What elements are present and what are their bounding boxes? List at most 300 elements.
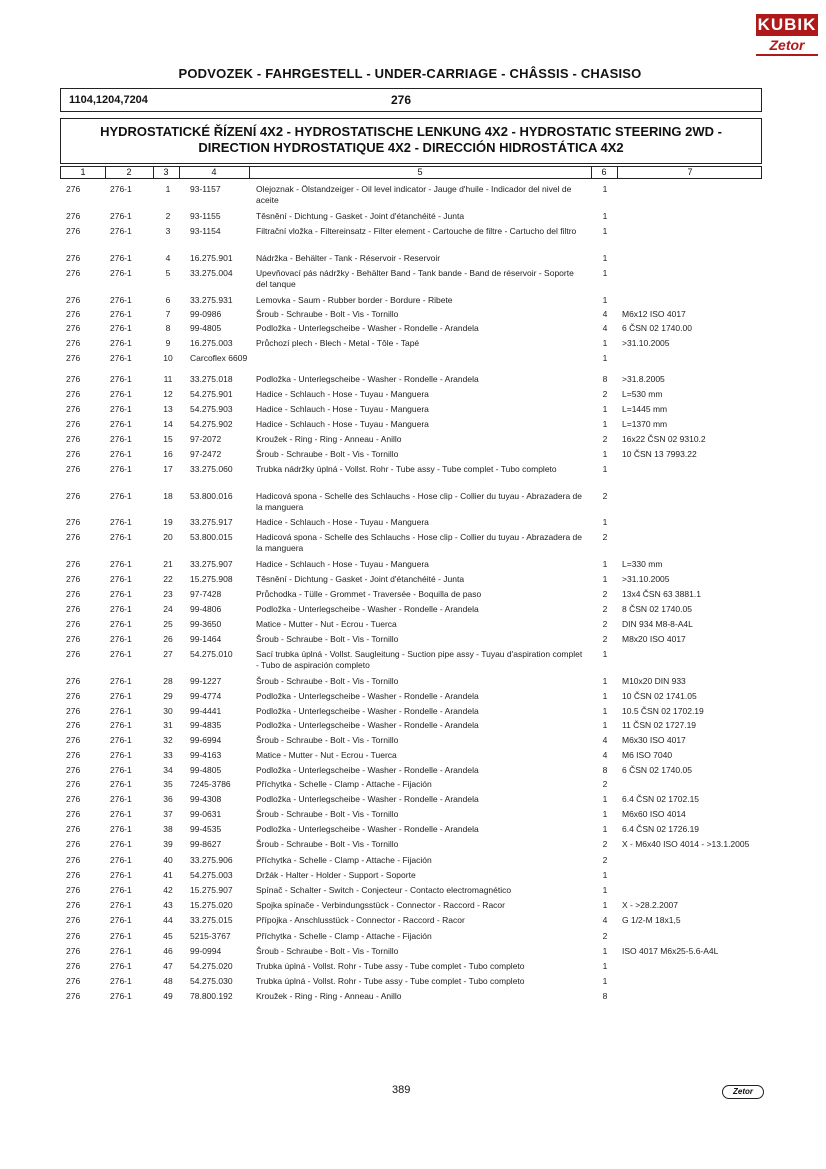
subgroup-cell: 276-1 <box>110 374 132 384</box>
group-cell: 276 <box>66 839 81 849</box>
part-number-cell: 16.275.003 <box>190 338 233 348</box>
group-cell: 276 <box>66 589 81 599</box>
subgroup-cell: 276-1 <box>110 253 132 263</box>
subgroup-cell: 276-1 <box>110 434 132 444</box>
remark-cell: M6x60 ISO 4014 <box>622 809 686 819</box>
quantity-cell: 1 <box>602 794 608 804</box>
subgroup-cell: 276-1 <box>110 604 132 614</box>
description-cell: Hadicová spona - Schelle des Schlauchs - Hose clip - Collier du tuyau - Abrazadera de la manguera <box>256 532 583 553</box>
group-cell: 276 <box>66 691 81 701</box>
remark-cell: 6 ČSN 02 1740.05 <box>622 765 692 775</box>
description-cell: Šroub - Schraube - Bolt - Vis - Tornillo <box>256 676 399 686</box>
part-number-cell: 15.275.020 <box>190 900 233 910</box>
group-cell: 276 <box>66 389 81 399</box>
position-cell: 16 <box>163 449 173 459</box>
col-header-3: 3 <box>163 167 169 177</box>
quantity-cell: 1 <box>602 404 608 414</box>
quantity-cell: 4 <box>602 915 608 925</box>
position-cell: 32 <box>163 735 173 745</box>
subgroup-cell: 276-1 <box>110 946 132 956</box>
group-cell: 276 <box>66 720 81 730</box>
position-cell: 20 <box>163 532 173 542</box>
subgroup-cell: 276-1 <box>110 589 132 599</box>
remark-cell: M10x20 DIN 933 <box>622 676 686 686</box>
description-cell: Kroužek - Ring - Ring - Anneau - Anillo <box>256 991 402 1001</box>
subgroup-cell: 276-1 <box>110 961 132 971</box>
subgroup-cell: 276-1 <box>110 976 132 986</box>
description-cell: Hadicová spona - Schelle des Schlauchs - Hose clip - Collier du tuyau - Abrazadera de la manguera <box>256 491 583 512</box>
description-cell: Šroub - Schraube - Bolt - Vis - Tornillo <box>256 449 399 459</box>
group-cell: 276 <box>66 338 81 348</box>
group-cell: 276 <box>66 532 81 542</box>
quantity-cell: 2 <box>602 532 608 542</box>
col-header-6: 6 <box>601 167 607 177</box>
position-cell: 39 <box>163 839 173 849</box>
remark-cell: M8x20 ISO 4017 <box>622 634 686 644</box>
quantity-cell: 8 <box>602 765 608 775</box>
subgroup-cell: 276-1 <box>110 634 132 644</box>
description-cell: Příchytka - Schelle - Clamp - Attache - Fijación <box>256 779 432 789</box>
group-cell: 276 <box>66 915 81 925</box>
subgroup-cell: 276-1 <box>110 309 132 319</box>
description-cell: Podložka - Unterlegscheibe - Washer - Rondelle - Arandela <box>256 720 479 730</box>
description-cell: Šroub - Schraube - Bolt - Vis - Tornillo <box>256 839 399 849</box>
kubik-zetor-logo <box>756 14 818 62</box>
group-cell: 276 <box>66 870 81 880</box>
subgroup-cell: 276-1 <box>110 268 132 278</box>
description-cell: Šroub - Schraube - Bolt - Vis - Tornillo <box>256 735 399 745</box>
quantity-cell: 2 <box>602 604 608 614</box>
remark-cell: 6.4 ČSN 02 1702.15 <box>622 794 700 804</box>
group-cell: 276 <box>66 374 81 384</box>
col-header-5: 5 <box>417 167 423 177</box>
description-cell: Podložka - Unterlegscheibe - Washer - Rondelle - Arandela <box>256 794 479 804</box>
quantity-cell: 1 <box>602 720 608 730</box>
group-cell: 276 <box>66 295 81 305</box>
group-cell: 276 <box>66 765 81 775</box>
quantity-cell: 1 <box>602 559 608 569</box>
subgroup-cell: 276-1 <box>110 779 132 789</box>
part-number-cell: 33.275.015 <box>190 915 233 925</box>
part-number-cell: 99-4835 <box>190 720 222 730</box>
position-cell: 36 <box>163 794 173 804</box>
remark-cell: M6 ISO 7040 <box>622 750 673 760</box>
quantity-cell: 1 <box>602 824 608 834</box>
position-cell: 45 <box>163 931 173 941</box>
quantity-cell: 4 <box>602 323 608 333</box>
page-number: 389 <box>392 1084 411 1096</box>
remark-cell: 11 ČSN 02 1727.19 <box>622 720 697 730</box>
subgroup-cell: 276-1 <box>110 885 132 895</box>
position-cell: 15 <box>163 434 173 444</box>
subgroup-cell: 276-1 <box>110 750 132 760</box>
subgroup-cell: 276-1 <box>110 419 132 429</box>
quantity-cell: 1 <box>602 353 608 363</box>
description-cell: Podložka - Unterlegscheibe - Washer - Rondelle - Arandela <box>256 824 479 834</box>
quantity-cell: 1 <box>602 885 608 895</box>
part-number-cell: 53.800.016 <box>190 491 233 501</box>
part-number-cell: 33.275.907 <box>190 559 233 569</box>
position-cell: 27 <box>163 649 173 659</box>
subgroup-cell: 276-1 <box>110 226 132 236</box>
subgroup-cell: 276-1 <box>110 765 132 775</box>
group-cell: 276 <box>66 184 81 194</box>
quantity-cell: 1 <box>602 464 608 474</box>
group-cell: 276 <box>66 449 81 459</box>
quantity-cell: 4 <box>602 735 608 745</box>
quantity-cell: 2 <box>602 389 608 399</box>
part-number-cell: 54.275.030 <box>190 976 233 986</box>
description-cell: Sací trubka úplná - Vollst. Saugleitung - Suction pipe assy - Tuyau d'aspiration complet - Tubo de aspiración completo <box>256 649 583 670</box>
part-number-cell: 99-4774 <box>190 691 222 701</box>
quantity-cell: 1 <box>602 517 608 527</box>
subgroup-cell: 276-1 <box>110 649 132 659</box>
part-number-cell: 33.275.060 <box>190 464 233 474</box>
subgroup-cell: 276-1 <box>110 353 132 363</box>
description-cell: Šroub - Schraube - Bolt - Vis - Tornillo <box>256 946 399 956</box>
position-cell: 13 <box>163 404 173 414</box>
remark-cell: L=1445 mm <box>622 404 668 414</box>
subgroup-cell: 276-1 <box>110 517 132 527</box>
description-cell: Šroub - Schraube - Bolt - Vis - Tornillo <box>256 809 399 819</box>
subgroup-cell: 276-1 <box>110 676 132 686</box>
group-cell: 276 <box>66 211 81 221</box>
subgroup-cell: 276-1 <box>110 900 132 910</box>
description-cell: Trubka úplná - Vollst. Rohr - Tube assy - Tube complet - Tubo completo <box>256 961 525 971</box>
logo-zetor-text: Zetor <box>756 36 818 56</box>
subgroup-cell: 276-1 <box>110 211 132 221</box>
group-cell: 276 <box>66 559 81 569</box>
quantity-cell: 2 <box>602 491 608 501</box>
remark-cell: 10 ČSN 13 7993.22 <box>622 449 697 459</box>
group-cell: 276 <box>66 946 81 956</box>
group-cell: 276 <box>66 676 81 686</box>
section-title-box <box>60 118 762 164</box>
group-cell: 276 <box>66 931 81 941</box>
part-number-cell: 15.275.908 <box>190 574 233 584</box>
part-number-cell: 99-1227 <box>190 676 222 686</box>
position-cell: 4 <box>165 253 171 263</box>
quantity-cell: 2 <box>602 839 608 849</box>
quantity-cell: 1 <box>602 574 608 584</box>
description-cell: Šroub - Schraube - Bolt - Vis - Tornillo <box>256 634 399 644</box>
remark-cell: 10 ČSN 02 1741.05 <box>622 691 697 701</box>
description-cell: Lemovka - Saum - Rubber border - Bordure - Ribete <box>256 295 453 305</box>
subgroup-cell: 276-1 <box>110 735 132 745</box>
section-title-line1: HYDROSTATICKÉ ŘÍZENÍ 4X2 - HYDROSTATISCHE LENKUNG 4X2 - HYDROSTATIC STEERING 2WD - <box>100 124 722 139</box>
remark-cell: 8 ČSN 02 1740.05 <box>622 604 692 614</box>
position-cell: 25 <box>163 619 173 629</box>
position-cell: 42 <box>163 885 173 895</box>
remark-cell: ISO 4017 M6x25-5.6-A4L <box>622 946 719 956</box>
quantity-cell: 1 <box>602 226 608 236</box>
subgroup-cell: 276-1 <box>110 720 132 730</box>
group-cell: 276 <box>66 268 81 278</box>
description-cell: Hadice - Schlauch - Hose - Tuyau - Manguera <box>256 517 429 527</box>
subgroup-cell: 276-1 <box>110 449 132 459</box>
part-number-cell: 99-4806 <box>190 604 222 614</box>
description-cell: Podložka - Unterlegscheibe - Washer - Rondelle - Arandela <box>256 604 479 614</box>
group-cell: 276 <box>66 900 81 910</box>
position-cell: 7 <box>165 309 171 319</box>
part-number-cell: 16.275.901 <box>190 253 233 263</box>
group-cell: 276 <box>66 976 81 986</box>
group-cell: 276 <box>66 809 81 819</box>
position-cell: 35 <box>163 779 173 789</box>
position-cell: 9 <box>165 338 171 348</box>
quantity-cell: 1 <box>602 870 608 880</box>
subgroup-cell: 276-1 <box>110 619 132 629</box>
part-number-cell: 99-3650 <box>190 619 222 629</box>
quantity-cell: 2 <box>602 619 608 629</box>
part-number-cell: 33.275.906 <box>190 855 233 865</box>
part-number-cell: 33.275.917 <box>190 517 233 527</box>
position-cell: 3 <box>165 226 171 236</box>
position-cell: 46 <box>163 946 173 956</box>
position-cell: 6 <box>165 295 171 305</box>
model-header-box <box>60 88 762 112</box>
quantity-cell: 1 <box>602 419 608 429</box>
position-cell: 21 <box>163 559 173 569</box>
group-cell: 276 <box>66 750 81 760</box>
quantity-cell: 1 <box>602 961 608 971</box>
quantity-cell: 1 <box>602 676 608 686</box>
group-cell: 276 <box>66 309 81 319</box>
position-cell: 12 <box>163 389 173 399</box>
description-cell: Průchozí plech - Blech - Metal - Tôle - Tapé <box>256 338 420 348</box>
quantity-cell: 8 <box>602 991 608 1001</box>
position-cell: 26 <box>163 634 173 644</box>
quantity-cell: 1 <box>602 253 608 263</box>
part-number-cell: 99-0986 <box>190 309 222 319</box>
description-cell: Matice - Mutter - Nut - Ecrou - Tuerca <box>256 750 397 760</box>
group-cell: 276 <box>66 574 81 584</box>
description-cell: Hadice - Schlauch - Hose - Tuyau - Manguera <box>256 419 429 429</box>
part-number-cell: 97-2472 <box>190 449 222 459</box>
part-number-cell: 99-1464 <box>190 634 222 644</box>
group-cell: 276 <box>66 855 81 865</box>
description-cell: Matice - Mutter - Nut - Ecrou - Tuerca <box>256 619 397 629</box>
group-cell: 276 <box>66 226 81 236</box>
quantity-cell: 1 <box>602 449 608 459</box>
part-number-cell: 33.275.004 <box>190 268 233 278</box>
part-number-cell: 53.800.015 <box>190 532 233 542</box>
group-cell: 276 <box>66 991 81 1001</box>
position-cell: 33 <box>163 750 173 760</box>
subgroup-cell: 276-1 <box>110 824 132 834</box>
subgroup-cell: 276-1 <box>110 794 132 804</box>
subgroup-cell: 276-1 <box>110 491 132 501</box>
subgroup-cell: 276-1 <box>110 574 132 584</box>
quantity-cell: 2 <box>602 589 608 599</box>
position-cell: 28 <box>163 676 173 686</box>
part-number-cell: 33.275.931 <box>190 295 233 305</box>
description-cell: Podložka - Unterlegscheibe - Washer - Rondelle - Arandela <box>256 765 479 775</box>
part-number-cell: 54.275.003 <box>190 870 233 880</box>
position-cell: 11 <box>163 374 173 384</box>
col-header-7: 7 <box>687 167 693 177</box>
quantity-cell: 1 <box>602 649 608 659</box>
description-cell: Nádržka - Behälter - Tank - Réservoir - Reservoir <box>256 253 441 263</box>
part-number-cell: 99-0631 <box>190 809 222 819</box>
group-cell: 276 <box>66 419 81 429</box>
remark-cell: M6x30 ISO 4017 <box>622 735 686 745</box>
description-cell: Těsnění - Dichtung - Gasket - Joint d'étanchéité - Junta <box>256 574 465 584</box>
description-cell: Hadice - Schlauch - Hose - Tuyau - Manguera <box>256 559 429 569</box>
part-number-cell: 33.275.018 <box>190 374 233 384</box>
part-number-cell: 99-4308 <box>190 794 222 804</box>
part-number-cell: 99-4163 <box>190 750 222 760</box>
group-cell: 276 <box>66 253 81 263</box>
part-number-cell: 99-8627 <box>190 839 222 849</box>
subgroup-cell: 276-1 <box>110 991 132 1001</box>
subgroup-cell: 276-1 <box>110 706 132 716</box>
quantity-cell: 2 <box>602 931 608 941</box>
group-cell: 276 <box>66 794 81 804</box>
subgroup-cell: 276-1 <box>110 809 132 819</box>
column-header <box>60 166 762 179</box>
subgroup-cell: 276-1 <box>110 184 132 194</box>
group-cell: 276 <box>66 649 81 659</box>
position-cell: 43 <box>163 900 173 910</box>
col-header-2: 2 <box>126 167 132 177</box>
position-cell: 48 <box>163 976 173 986</box>
group-number: 276 <box>391 93 412 107</box>
group-cell: 276 <box>66 434 81 444</box>
position-cell: 5 <box>165 268 171 278</box>
description-cell: Trubka úplná - Vollst. Rohr - Tube assy - Tube complet - Tubo completo <box>256 976 525 986</box>
subgroup-cell: 276-1 <box>110 839 132 849</box>
part-number-cell: Carcoflex 6609 <box>190 353 248 363</box>
subgroup-cell: 276-1 <box>110 323 132 333</box>
group-cell: 276 <box>66 634 81 644</box>
description-cell: Podložka - Unterlegscheibe - Washer - Rondelle - Arandela <box>256 374 479 384</box>
description-cell: Podložka - Unterlegscheibe - Washer - Rondelle - Arandela <box>256 323 479 333</box>
quantity-cell: 1 <box>602 706 608 716</box>
description-cell: Těsnění - Dichtung - Gasket - Joint d'étanchéité - Junta <box>256 211 465 221</box>
position-cell: 41 <box>163 870 173 880</box>
position-cell: 18 <box>163 491 173 501</box>
page-title: PODVOZEK - FAHRGESTELL - UNDER-CARRIAGE - CHÂSSIS - CHASISO <box>178 66 642 81</box>
part-number-cell: 7245-3786 <box>190 779 231 789</box>
description-cell: Příchytka - Schelle - Clamp - Attache - Fijación <box>256 931 432 941</box>
remark-cell: 10.5 ČSN 02 1702.19 <box>622 706 704 716</box>
position-cell: 38 <box>163 824 173 834</box>
group-cell: 276 <box>66 706 81 716</box>
position-cell: 17 <box>163 464 173 474</box>
quantity-cell: 1 <box>602 268 608 278</box>
position-cell: 10 <box>163 353 173 363</box>
quantity-cell: 1 <box>602 338 608 348</box>
position-cell: 24 <box>163 604 173 614</box>
part-number-cell: 15.275.907 <box>190 885 233 895</box>
description-cell: Upevňovací pás nádržky - Behälter Band - Tank bande - Band de réservoir - Soporte del tanque <box>256 268 574 289</box>
description-cell: Podložka - Unterlegscheibe - Washer - Rondelle - Arandela <box>256 706 479 716</box>
position-cell: 40 <box>163 855 173 865</box>
part-number-cell: 5215-3767 <box>190 931 231 941</box>
col-header-1: 1 <box>80 167 86 177</box>
quantity-cell: 4 <box>602 750 608 760</box>
part-number-cell: 54.275.020 <box>190 961 233 971</box>
remark-cell: X - >28.2.2007 <box>622 900 679 910</box>
subgroup-cell: 276-1 <box>110 389 132 399</box>
quantity-cell: 2 <box>602 434 608 444</box>
part-number-cell: 99-4441 <box>190 706 222 716</box>
subgroup-cell: 276-1 <box>110 404 132 414</box>
remark-cell: >31.10.2005 <box>622 574 670 584</box>
quantity-cell: 1 <box>602 809 608 819</box>
remark-cell: 13x4 ČSN 63 3881.1 <box>622 589 701 599</box>
description-cell: Šroub - Schraube - Bolt - Vis - Tornillo <box>256 309 399 319</box>
description-cell: Hadice - Schlauch - Hose - Tuyau - Manguera <box>256 389 429 399</box>
quantity-cell: 1 <box>602 900 608 910</box>
description-cell: Spojka spínače - Verbindungsstück - Connector - Raccord - Racor <box>256 900 505 910</box>
position-cell: 47 <box>163 961 173 971</box>
remark-cell: 6.4 ČSN 02 1726.19 <box>622 824 700 834</box>
description-cell: Kroužek - Ring - Ring - Anneau - Anillo <box>256 434 402 444</box>
remark-cell: >31.8.2005 <box>622 374 665 384</box>
description-cell: Držák - Halter - Holder - Support - Soporte <box>256 870 416 880</box>
group-cell: 276 <box>66 619 81 629</box>
quantity-cell: 1 <box>602 976 608 986</box>
subgroup-cell: 276-1 <box>110 295 132 305</box>
quantity-cell: 1 <box>602 946 608 956</box>
part-number-cell: 99-4805 <box>190 323 222 333</box>
subgroup-cell: 276-1 <box>110 931 132 941</box>
remark-cell: G 1/2-M 18x1,5 <box>622 915 681 925</box>
description-cell: Hadice - Schlauch - Hose - Tuyau - Manguera <box>256 404 429 414</box>
position-cell: 23 <box>163 589 173 599</box>
quantity-cell: 2 <box>602 855 608 865</box>
position-cell: 22 <box>163 574 173 584</box>
group-cell: 276 <box>66 491 81 501</box>
description-cell: Spínač - Schalter - Switch - Conjecteur - Contacto electromagnético <box>256 885 512 895</box>
part-number-cell: 93-1155 <box>190 211 221 221</box>
subgroup-cell: 276-1 <box>110 691 132 701</box>
logo-kubik-text: KUBIK <box>757 15 817 34</box>
part-number-cell: 54.275.903 <box>190 404 233 414</box>
part-number-cell: 97-2072 <box>190 434 222 444</box>
part-number-cell: 54.275.901 <box>190 389 233 399</box>
remark-cell: DIN 934 M8-8-A4L <box>622 619 693 629</box>
quantity-cell: 2 <box>602 634 608 644</box>
model-numbers: 1104,1204,7204 <box>69 94 148 106</box>
position-cell: 2 <box>165 211 171 221</box>
part-number-cell: 78.800.192 <box>190 991 233 1001</box>
col-header-4: 4 <box>211 167 217 177</box>
subgroup-cell: 276-1 <box>110 464 132 474</box>
remark-cell: L=530 mm <box>622 389 663 399</box>
part-number-cell: 99-4805 <box>190 765 222 775</box>
subgroup-cell: 276-1 <box>110 915 132 925</box>
group-cell: 276 <box>66 517 81 527</box>
remark-cell: M6x12 ISO 4017 <box>622 309 686 319</box>
subgroup-cell: 276-1 <box>110 532 132 542</box>
group-cell: 276 <box>66 323 81 333</box>
position-cell: 19 <box>163 517 173 527</box>
quantity-cell: 1 <box>602 295 608 305</box>
section-title-line2: DIRECTION HYDROSTATIQUE 4X2 - DIRECCIÓN HIDROSTÁTICA 4X2 <box>198 140 624 155</box>
remark-cell: L=1370 mm <box>622 419 668 429</box>
quantity-cell: 2 <box>602 779 608 789</box>
subgroup-cell: 276-1 <box>110 870 132 880</box>
group-cell: 276 <box>66 824 81 834</box>
description-cell: Příchytka - Schelle - Clamp - Attache - Fijación <box>256 855 432 865</box>
remark-cell: 6 ČSN 02 1740.00 <box>622 323 692 333</box>
remark-cell: >31.10.2005 <box>622 338 670 348</box>
part-number-cell: 93-1157 <box>190 184 221 194</box>
position-cell: 29 <box>163 691 173 701</box>
